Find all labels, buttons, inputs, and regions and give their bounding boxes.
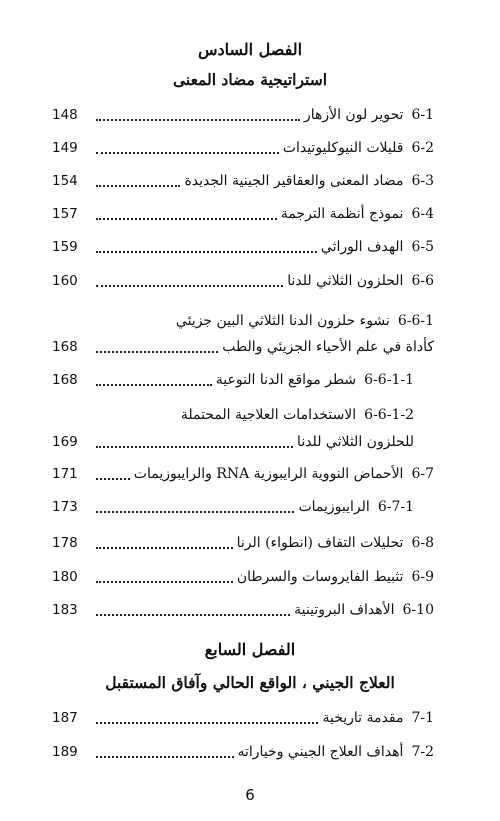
toc-entry-page: 189	[52, 744, 78, 760]
toc-entry-6-7-1[interactable]	[52, 496, 414, 518]
toc-entry-page: 160	[52, 273, 78, 289]
toc-entry-page: 149	[52, 140, 78, 156]
toc-entry-number: 6-6-1	[397, 313, 434, 329]
toc-entry-title: نموذج أنظمة الترجمة	[280, 206, 404, 222]
chapter-6-subtitle: استراتيجية مضاد المعنى	[172, 70, 328, 89]
toc-entry-page: 157	[52, 206, 78, 222]
toc-entry-title: الهدف الوراثي	[320, 239, 404, 255]
toc-entry-title: الأهداف البروتينية	[294, 602, 395, 618]
toc-entry-title: أهداف العلاج الجيني وخياراته	[237, 744, 404, 760]
toc-entry-page: 168	[52, 372, 78, 388]
toc-leader-dots	[96, 351, 218, 353]
toc-entry-title: الحلزون الثلاثي للدنا	[287, 273, 404, 289]
toc-entry-title: تحوير لون الأزهار	[303, 107, 404, 123]
toc-entry-title: الاستخدامات العلاجية المحتملة	[180, 407, 357, 423]
toc-entry-number: 6-5	[411, 239, 434, 255]
toc-leader-dots	[96, 614, 290, 616]
chapter-6-title: الفصل السادس	[197, 40, 303, 59]
chapter-7-subtitle: العلاج الجيني ، الواقع الحالي وآفاق المستقبل	[105, 673, 395, 692]
toc-entry-number: 6-10	[402, 602, 434, 618]
toc-entry-6-8[interactable]	[52, 532, 434, 554]
toc-entry-page: 171	[52, 466, 78, 482]
toc-entry-number: 6-1	[411, 107, 434, 123]
toc-entry-number: 6-7	[411, 466, 434, 482]
toc-entry-6-10[interactable]	[52, 599, 434, 621]
toc-entry-title: شطر مواقع الدنا النوعية	[215, 372, 357, 388]
toc-leader-dots	[96, 756, 234, 758]
toc-entry-page: 169	[52, 434, 78, 450]
toc-entry-7-1[interactable]	[52, 707, 434, 729]
toc-entry-6-6-1-2-line1[interactable]	[181, 404, 414, 426]
toc-entry-title: قليلات النيوكليوتيدات	[282, 140, 404, 156]
toc-leader-dots	[96, 384, 212, 386]
toc-entry-page: 148	[52, 107, 78, 123]
toc-entry-6-6-1-2-line2[interactable]	[52, 431, 414, 453]
toc-entry-number: 6-6-1-2	[364, 407, 414, 423]
toc-entry-number: 6-2	[411, 140, 434, 156]
toc-entry-6-1[interactable]	[52, 104, 434, 126]
toc-entry-number: 7-1	[411, 710, 434, 726]
toc-leader-dots	[96, 547, 233, 549]
toc-entry-title: نشوء حلزون الدنا الثلاثي البين جزيئي	[175, 313, 390, 329]
toc-entry-page: 159	[52, 239, 78, 255]
toc-entry-6-2[interactable]	[52, 137, 434, 159]
toc-entry-page: 178	[52, 535, 78, 551]
toc-entry-page: 183	[52, 602, 78, 618]
toc-entry-page: 168	[52, 339, 78, 355]
toc-entry-title: الأحماض النووية الرايبوزية RNA والرايبوزيمات	[133, 466, 404, 482]
toc-leader-dots	[96, 511, 294, 513]
toc-entry-page: 173	[52, 499, 78, 515]
toc-entry-6-4[interactable]	[52, 203, 434, 225]
page-number: 6	[245, 786, 255, 804]
toc-leader-dots	[96, 478, 130, 480]
toc-leader-dots	[96, 119, 300, 121]
toc-entry-number: 6-3	[411, 173, 434, 189]
toc-entry-number: 6-8	[411, 535, 434, 551]
toc-entry-6-6-1-line2[interactable]	[52, 336, 434, 358]
toc-entry-page: 154	[52, 173, 78, 189]
toc-leader-dots	[96, 581, 233, 583]
toc-entry-title: تثبيط الفايروسات والسرطان	[236, 569, 404, 585]
toc-entry-6-9[interactable]	[52, 566, 434, 588]
toc-leader-dots	[96, 446, 293, 448]
toc-entry-6-5[interactable]	[52, 236, 434, 258]
toc-leader-dots	[96, 185, 180, 187]
toc-entry-number: 7-2	[411, 744, 434, 760]
toc-entry-title-continued: للحلزون الثلاثي للدنا	[297, 434, 414, 450]
toc-entry-7-2[interactable]	[52, 741, 434, 763]
toc-entry-6-3[interactable]	[52, 170, 434, 192]
toc-entry-number: 6-7-1	[377, 499, 414, 515]
toc-leader-dots	[96, 285, 283, 287]
toc-entry-6-6-1-1[interactable]	[52, 369, 414, 391]
toc-leader-dots	[96, 152, 279, 154]
toc-entry-title: تحليلات التفاف (انطواء) الرنا	[236, 535, 404, 551]
toc-entry-page: 187	[52, 710, 78, 726]
toc-entry-number: 6-9	[411, 569, 434, 585]
toc-entry-title: مضاد المعنى والعقاقير الجينية الجديدة	[184, 173, 404, 189]
toc-leader-dots	[96, 218, 277, 220]
toc-entry-number: 6-4	[411, 206, 434, 222]
toc-entry-title-continued: كأداة في علم الأحياء الجزيئي والطب	[222, 339, 434, 355]
toc-entry-title: مقدمة تاريخية	[322, 710, 404, 726]
toc-leader-dots	[96, 722, 318, 724]
toc-entry-page: 180	[52, 569, 78, 585]
toc-entry-number: 6-6-1-1	[364, 372, 414, 388]
chapter-7-title: الفصل السابع	[204, 640, 296, 659]
toc-entry-title: الرايبوزيمات	[298, 499, 370, 515]
toc-entry-6-7[interactable]	[52, 463, 434, 485]
toc-leader-dots	[96, 251, 317, 253]
toc-entry-number: 6-6	[411, 273, 434, 289]
toc-entry-6-6-1-line1[interactable]	[176, 310, 434, 332]
toc-entry-6-6[interactable]	[52, 270, 434, 292]
